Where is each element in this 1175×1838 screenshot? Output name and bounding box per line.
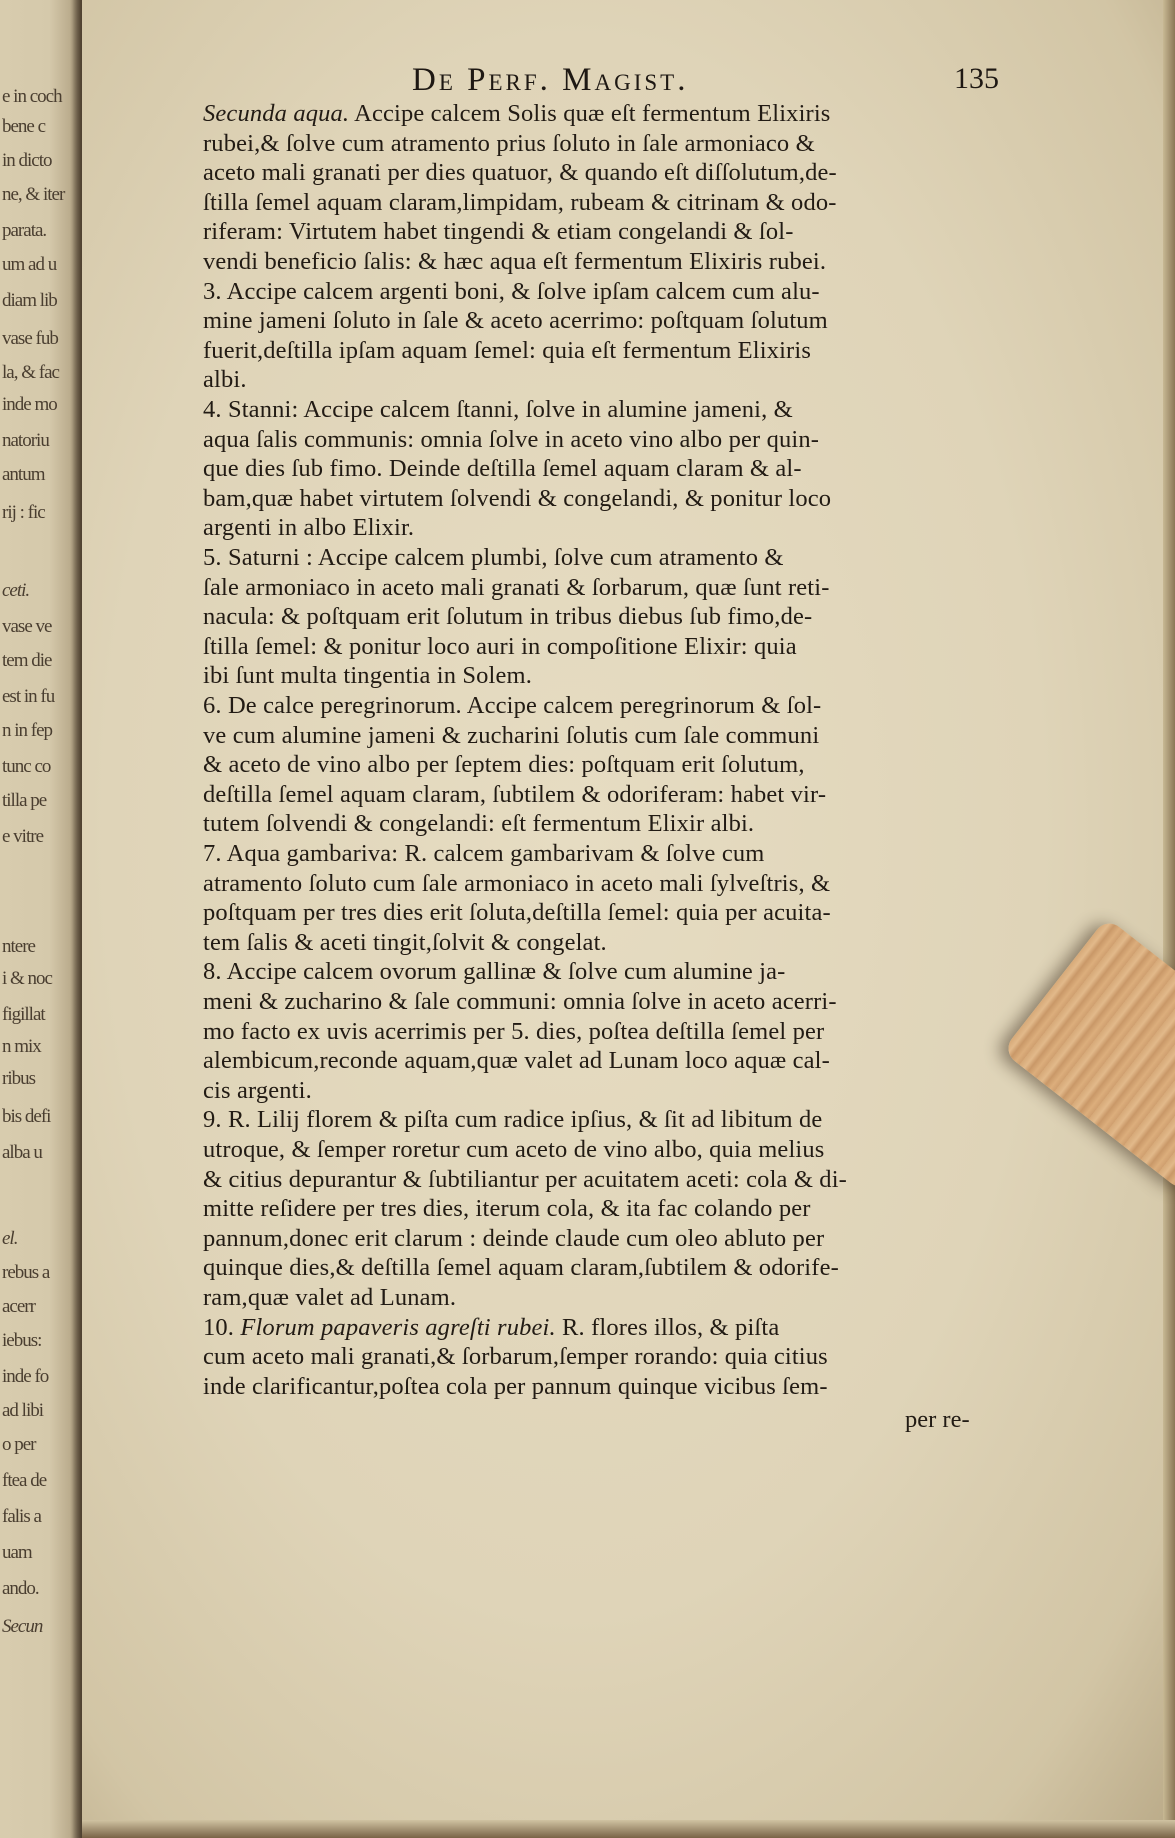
- line-text: ſtilla ſemel aquam claram,limpidam, rubeam & citrinam & odo-: [203, 188, 837, 216]
- previous-page-fragment: ftea de: [2, 1470, 47, 1491]
- line-text: tem ſalis & aceti tingit,ſolvit & congelat.: [203, 928, 607, 956]
- line-text: 8. Accipe calcem ovorum gallinæ & ſolve cum alumine ja-: [203, 958, 786, 986]
- line-text: mine jameni ſoluto in ſale & aceto acerrimo: poſtquam ſolutum: [203, 307, 828, 335]
- line-text: 5. Saturni : Accipe calcem plumbi, ſolve cum atramento &: [203, 544, 784, 571]
- previous-page-fragment: antum: [2, 464, 45, 485]
- previous-page-fragment: n in fep: [2, 720, 53, 741]
- book-page: [82, 0, 1175, 1838]
- line-text: cum aceto mali granati,& ſorbarum,ſemper rorando: quia citius: [203, 1343, 828, 1371]
- line-text: & aceto de vino albo per ſeptem dies: poſtquam erit ſolutum,: [203, 751, 805, 779]
- previous-page-fragment: in dicto: [2, 150, 52, 171]
- previous-page-fragment: vase ve: [2, 616, 52, 637]
- text-line: [203, 396, 793, 424]
- previous-page-fragment: ceti.: [2, 580, 30, 601]
- text-line: [203, 1314, 779, 1342]
- text-line: [203, 544, 784, 572]
- previous-page-fragment: ne, & iter: [2, 184, 65, 205]
- previous-page-fragment: e in coch: [2, 86, 62, 107]
- line-text: pannum,donec erit clarum : deinde claude cum oleo abluto per: [203, 1224, 825, 1252]
- previous-page-fragment: bis defi: [2, 1106, 51, 1127]
- line-text: 9. R. Lilij florem & piſta cum radice ipſius, & ſit ad libitum de: [203, 1106, 823, 1134]
- text-line: [203, 1166, 847, 1194]
- previous-page-fragment: iebus:: [2, 1330, 42, 1351]
- line-text: aqua ſalis communis: omnia ſolve in aceto vino albo per quin-: [203, 425, 820, 453]
- text-line: [203, 633, 797, 661]
- previous-page-fragment: ad libi: [2, 1400, 44, 1421]
- line-text: ram,quæ valet ad Lunam.: [203, 1284, 457, 1311]
- previous-page-fragment: tilla pe: [2, 790, 47, 811]
- text-line: [203, 485, 831, 513]
- line-text: 7. Aqua gambariva: R. calcem gambarivam & ſolve cum: [203, 840, 765, 867]
- previous-page-fragment: tunc co: [2, 756, 51, 777]
- running-head: De Perf. Magist.: [412, 62, 689, 98]
- previous-page-fragment: est in fu: [2, 686, 55, 707]
- text-line: [203, 248, 826, 276]
- text-line: [203, 1136, 824, 1164]
- text-line: [203, 337, 811, 365]
- line-text: utroque, & ſemper roretur cum aceto de vino albo, quia melius: [203, 1136, 825, 1163]
- line-text: cis argenti.: [203, 1076, 312, 1104]
- previous-page-fragment: falis a: [2, 1506, 41, 1527]
- line-text: ibi ſunt multa tingentia in Solem.: [203, 662, 533, 690]
- line-text: albi.: [203, 366, 247, 394]
- line-text: alembicum,reconde aquam,quæ valet ad Lunam loco aquæ cal-: [203, 1047, 830, 1075]
- italic-heading: Florum papaveris agreſti rubei.: [240, 1313, 556, 1341]
- line-text: deſtilla ſemel aquam claram, ſubtilem & odoriferam: habet vir-: [203, 780, 827, 808]
- line-text: tutem ſolvendi & congelandi: eſt fermentum Elixir albi.: [203, 810, 755, 838]
- text-line: [203, 751, 805, 779]
- catchword: per re-: [905, 1406, 970, 1434]
- text-line: [203, 662, 532, 690]
- line-text: atramento ſoluto cum ſale armoniaco in aceto mali ſylveſtris, &: [203, 869, 831, 897]
- line-text: que dies ſub fimo. Deinde deſtilla ſemel aquam claram & al-: [203, 455, 802, 483]
- line-text: mo facto ex uvis acerrimis per 5. dies, poſtea deſtilla ſemel per: [203, 1017, 825, 1045]
- previous-page-fragment: el.: [2, 1228, 18, 1249]
- text-line: [203, 426, 819, 454]
- line-text: ſale armoniaco in aceto mali granati & ſorbarum, quæ ſunt reti-: [203, 573, 830, 601]
- line-text: fuerit,deſtilla ipſam aquam ſemel: quia eſt fermentum Elixiris: [203, 336, 812, 364]
- line-text: vendi beneficio ſalis: & hæc aqua eſt fermentum Elixiris rubei.: [203, 248, 827, 275]
- line-text: 3. Accipe calcem argenti boni, & ſolve ipſam calcem cum alu-: [203, 277, 820, 305]
- text-line: [203, 929, 607, 957]
- line-text: & citius depurantur & ſubtiliantur per acuitatem aceti: cola & di-: [203, 1165, 847, 1193]
- text-line: [203, 100, 831, 128]
- text-line: [203, 603, 812, 631]
- text-line: [203, 574, 830, 602]
- previous-page-fragment: inde mo: [2, 394, 57, 415]
- text-line: [203, 159, 837, 187]
- text-line: [203, 1254, 839, 1282]
- previous-page-fragment: n mix: [2, 1036, 41, 1057]
- text-line: [203, 366, 247, 394]
- line-text: meni & zucharino & ſale communi: omnia ſolve in aceto acerri-: [203, 988, 837, 1015]
- line-text: ſtilla ſemel: & ponitur loco auri in compoſitione Elixir: quia: [203, 632, 797, 660]
- previous-page-fragment: ando.: [2, 1578, 39, 1599]
- line-text: aceto mali granati per dies quatuor, & quando eſt diſſolutum,de-: [203, 159, 837, 187]
- line-text: quinque dies,& deſtilla ſemel aquam claram,ſubtilem & odorife-: [203, 1254, 839, 1282]
- page-number: 135: [954, 62, 999, 95]
- text-line: [203, 189, 837, 217]
- previous-page-fragment: acerr: [2, 1296, 35, 1317]
- previous-page-fragment: rij : fic: [2, 502, 45, 523]
- text-line: [203, 218, 794, 246]
- line-text: rubei,& ſolve cum atramento prius ſoluto in ſale armoniaco &: [203, 129, 815, 157]
- text-line: [203, 1077, 312, 1105]
- text-line: [203, 1225, 824, 1253]
- previous-page-fragment: i & noc: [2, 968, 52, 989]
- text-block: [82, 0, 1175, 1838]
- line-text: mitte reſidere per tres dies, iterum cola, & ita fac colando per: [203, 1195, 811, 1223]
- italic-heading: Secunda aqua.: [203, 100, 350, 127]
- previous-page-fragment: um ad u: [2, 254, 57, 275]
- text-line: [203, 692, 821, 720]
- text-line: [203, 307, 828, 335]
- previous-page-fragment: diam lib: [2, 290, 57, 311]
- text-line: [203, 1018, 824, 1046]
- previous-page-fragment: figillat: [2, 1004, 45, 1025]
- text-line: [203, 1047, 830, 1075]
- text-line: [203, 1373, 828, 1401]
- line-text: bam,quæ habet virtutem ſolvendi & congelandi, & ponitur loco: [203, 484, 832, 512]
- previous-page-fragment: uam: [2, 1542, 32, 1563]
- line-text: poſtquam per tres dies erit ſoluta,deſtilla ſemel: quia per acuita-: [203, 899, 831, 927]
- line-text: riferam: Virtutem habet tingendi & etiam congelandi & ſol-: [203, 218, 794, 246]
- previous-page-fragment: bene c: [2, 116, 46, 137]
- text-line: [203, 1106, 822, 1134]
- line-text: 6. De calce peregrinorum. Accipe calcem peregrinorum & ſol-: [203, 692, 822, 719]
- text-line: [203, 722, 819, 750]
- text-line: [203, 899, 831, 927]
- previous-page-fragment: natoriu: [2, 430, 49, 451]
- previous-page-fragment: la, & fac: [2, 362, 59, 383]
- line-text: 4. Stanni: Accipe calcem ſtanni, ſolve in alumine jameni, &: [203, 396, 793, 423]
- previous-page-fragment: vase fub: [2, 328, 58, 349]
- previous-page-fragment: rebus a: [2, 1262, 50, 1283]
- previous-page-fragment: parata.: [2, 220, 47, 241]
- text-line: [203, 810, 754, 838]
- text-line: [203, 455, 802, 483]
- line-text: nacula: & poſtquam erit ſolutum in tribus diebus ſub fimo,de-: [203, 603, 813, 631]
- previous-page-fragment: ribus: [2, 1068, 35, 1089]
- previous-page-fragment: inde fo: [2, 1366, 49, 1387]
- text-line: [203, 1195, 811, 1223]
- text-line: [203, 781, 826, 809]
- text-line: [203, 988, 837, 1016]
- line-text: argenti in albo Elixir.: [203, 514, 415, 542]
- previous-page-fragment: Secun: [2, 1616, 43, 1637]
- previous-page-fragment: ntere: [2, 936, 35, 957]
- previous-page-fragment: o per: [2, 1434, 36, 1455]
- line-text: ve cum alumine jameni & zucharini ſolutis cum ſale communi: [203, 721, 820, 749]
- text-line: [203, 840, 764, 868]
- text-line: [203, 958, 785, 986]
- text-line: [203, 278, 820, 306]
- line-text: inde clarificantur,poſtea cola per pannum quinque vicibus ſem-: [203, 1372, 828, 1400]
- text-line: [203, 1343, 828, 1371]
- line-text: R. flores illos, & piſta: [555, 1313, 780, 1341]
- previous-page-fragment: tem die: [2, 650, 52, 671]
- line-text: Accipe calcem Solis quæ eſt fermentum Elixiris: [349, 100, 831, 127]
- previous-page-fragment: e vitre: [2, 826, 44, 847]
- paragraph-number: 10.: [203, 1313, 241, 1341]
- text-line: [203, 130, 815, 158]
- previous-page-fragment: alba u: [2, 1142, 42, 1163]
- text-line: [203, 514, 414, 542]
- text-line: [203, 870, 830, 898]
- text-line: [203, 1284, 456, 1312]
